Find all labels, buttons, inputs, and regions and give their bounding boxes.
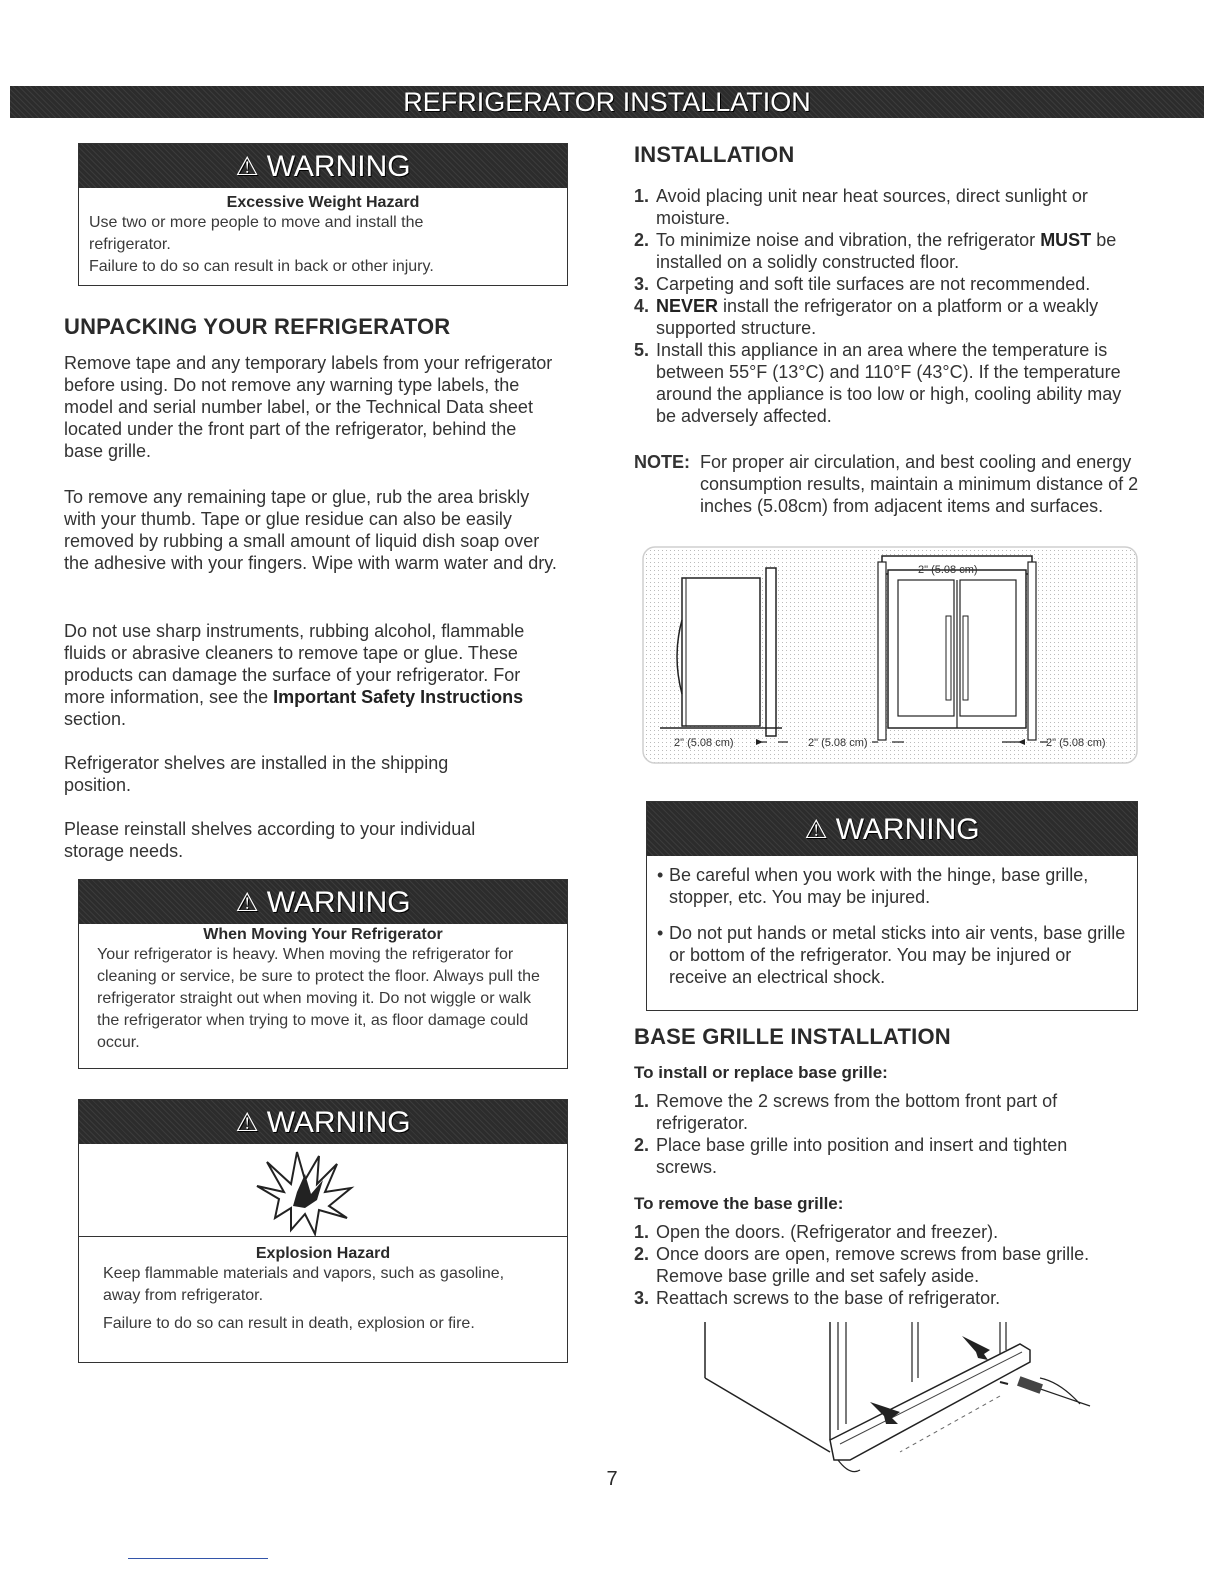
list-item: 3. Carpeting and soft tile surfaces are not recommended. xyxy=(634,274,1091,294)
warning-title: When Moving Your Refrigerator xyxy=(203,926,443,943)
warning-header: ⚠ WARNING xyxy=(79,144,567,188)
warning-title: Explosion Hazard xyxy=(255,1245,391,1262)
list-item: 2. To minimize noise and vibration, the refrigerator MUST be installed on a solidly constructed floor. xyxy=(634,230,1117,272)
warning-header: ⚠ WARNING xyxy=(647,802,1137,856)
warning-text: Use two or more people to move and install the refrigerator. xyxy=(89,214,424,253)
list-item: 1. Open the doors. (Refrigerator and freezer). xyxy=(634,1222,999,1242)
paragraph: Refrigerator shelves are installed in the shipping position. xyxy=(64,753,449,795)
warning-text: Your refrigerator is heavy. When moving the refrigerator for cleaning or service, be sure to protect the floor. Always pull the refrigerator straight out when moving it. Do not wiggle or walk the refrigerator when trying to move it, as floor damage could occur. xyxy=(97,946,540,1051)
list-item: 2. Once doors are open, remove screws from base grille. Remove base grille and set safely aside. xyxy=(634,1244,1090,1286)
page-number: 7 xyxy=(606,1468,618,1490)
list-item: • Be careful when you work with the hinge, base grille, stopper, etc. You may be injured. xyxy=(657,864,1129,908)
list-item: 3. Reattach screws to the base of refrigerator. xyxy=(634,1288,1001,1308)
remove-grille-steps xyxy=(634,1221,1124,1309)
list-item: 1. Remove the 2 screws from the bottom front part of refrigerator. xyxy=(634,1091,1058,1133)
subheading-install-grille: To install or replace base grille: xyxy=(634,1063,888,1082)
subheading-remove-grille: To remove the base grille: xyxy=(634,1194,844,1213)
dimension-label-left: 2" (5.08 cm) xyxy=(674,737,734,749)
warning-triangle-icon: ⚠ xyxy=(235,1107,259,1137)
installation-steps xyxy=(634,185,1134,427)
clearance-diagram xyxy=(642,546,1138,764)
warning-box-explosion xyxy=(78,1099,568,1363)
warning-box-moving xyxy=(78,879,568,1069)
paragraph: To remove any remaining tape or glue, rub the area briskly with your thumb. Tape or glue residue can also be easily removed by rubbing a small amount of liquid dish soap over the adhesive with your fingers. Wipe with warm water and dry. xyxy=(64,487,557,573)
warning-text: Failure to do so can result in death, explosion or fire. xyxy=(103,1315,475,1332)
warning-triangle-icon: ⚠ xyxy=(235,887,259,917)
warning-text: Failure to do so can result in back or other injury. xyxy=(89,258,434,275)
note-label: NOTE: xyxy=(634,452,690,472)
warning-triangle-icon: ⚠ xyxy=(804,814,828,844)
paragraph: Do not use sharp instruments, rubbing alcohol, flammable fluids or abrasive cleaners to remove tape or glue. These products can damage the surface of your refrigerator. For more information, see the Important Safety Instructions section. xyxy=(64,621,525,729)
warning-text: Keep flammable materials and vapors, such as gasoline, away from refrigerator. xyxy=(103,1265,505,1304)
paragraph: Please reinstall shelves according to your individual storage needs. xyxy=(64,819,476,861)
dimension-label-middle: 2" (5.08 cm) xyxy=(808,737,868,749)
section-heading-base-grille: BASE GRILLE INSTALLATION xyxy=(634,1024,951,1049)
list-item: 4. NEVER install the refrigerator on a platform or a weakly supported structure. xyxy=(634,296,1099,338)
safety-instructions-ref: Important Safety Instructions xyxy=(273,687,524,707)
warning-triangle-icon: ⚠ xyxy=(235,151,259,181)
dimension-label-right: 2" (5.08 cm) xyxy=(1046,737,1106,749)
page-banner: REFRIGERATOR INSTALLATION xyxy=(10,86,1204,118)
warning-box-hinge xyxy=(646,801,1138,1011)
dimension-label-top: 2" (5.08 cm) xyxy=(918,564,978,576)
list-item: 2. Place base grille into position and insert and tighten screws. xyxy=(634,1135,1068,1177)
warning-title: Excessive Weight Hazard xyxy=(226,194,420,211)
section-heading-unpacking: UNPACKING YOUR REFRIGERATOR xyxy=(64,314,451,339)
installation-note xyxy=(634,451,1139,517)
footer-rule xyxy=(128,1558,268,1559)
warning-box-weight xyxy=(78,143,568,286)
list-item: 1. Avoid placing unit near heat sources, direct sunlight or moisture. xyxy=(634,186,1088,228)
base-grille-illustration xyxy=(700,1320,1100,1480)
warning-header: ⚠ WARNING xyxy=(79,1100,567,1144)
paragraph: Remove tape and any temporary labels from your refrigerator before using. Do not remove any warning type labels, the model and serial number label, or the Technical Data sheet located under the front part of the refrigerator, behind the base grille. xyxy=(64,353,553,461)
section-heading-installation: INSTALLATION xyxy=(634,142,795,167)
explosion-icon xyxy=(79,1144,567,1237)
note-text: For proper air circulation, and best cooling and energy consumption results, maintain a minimum distance of 2 inches (5.08cm) from adjacent items and surfaces. xyxy=(700,452,1139,516)
install-grille-steps xyxy=(634,1090,1124,1178)
warning-bullets xyxy=(647,864,1137,988)
list-item: 5. Install this appliance in an area where the temperature is between 55°F (13°C) and 110°F (43°C). If the temperature around the appliance is too low or high, cooling ability may be adversely affected. xyxy=(634,340,1122,426)
list-item: • Do not put hands or metal sticks into air vents, base grille or bottom of the refrigerator. You may be injured or receive an electrical shock. xyxy=(657,922,1129,988)
warning-header: ⚠ WARNING xyxy=(79,880,567,924)
